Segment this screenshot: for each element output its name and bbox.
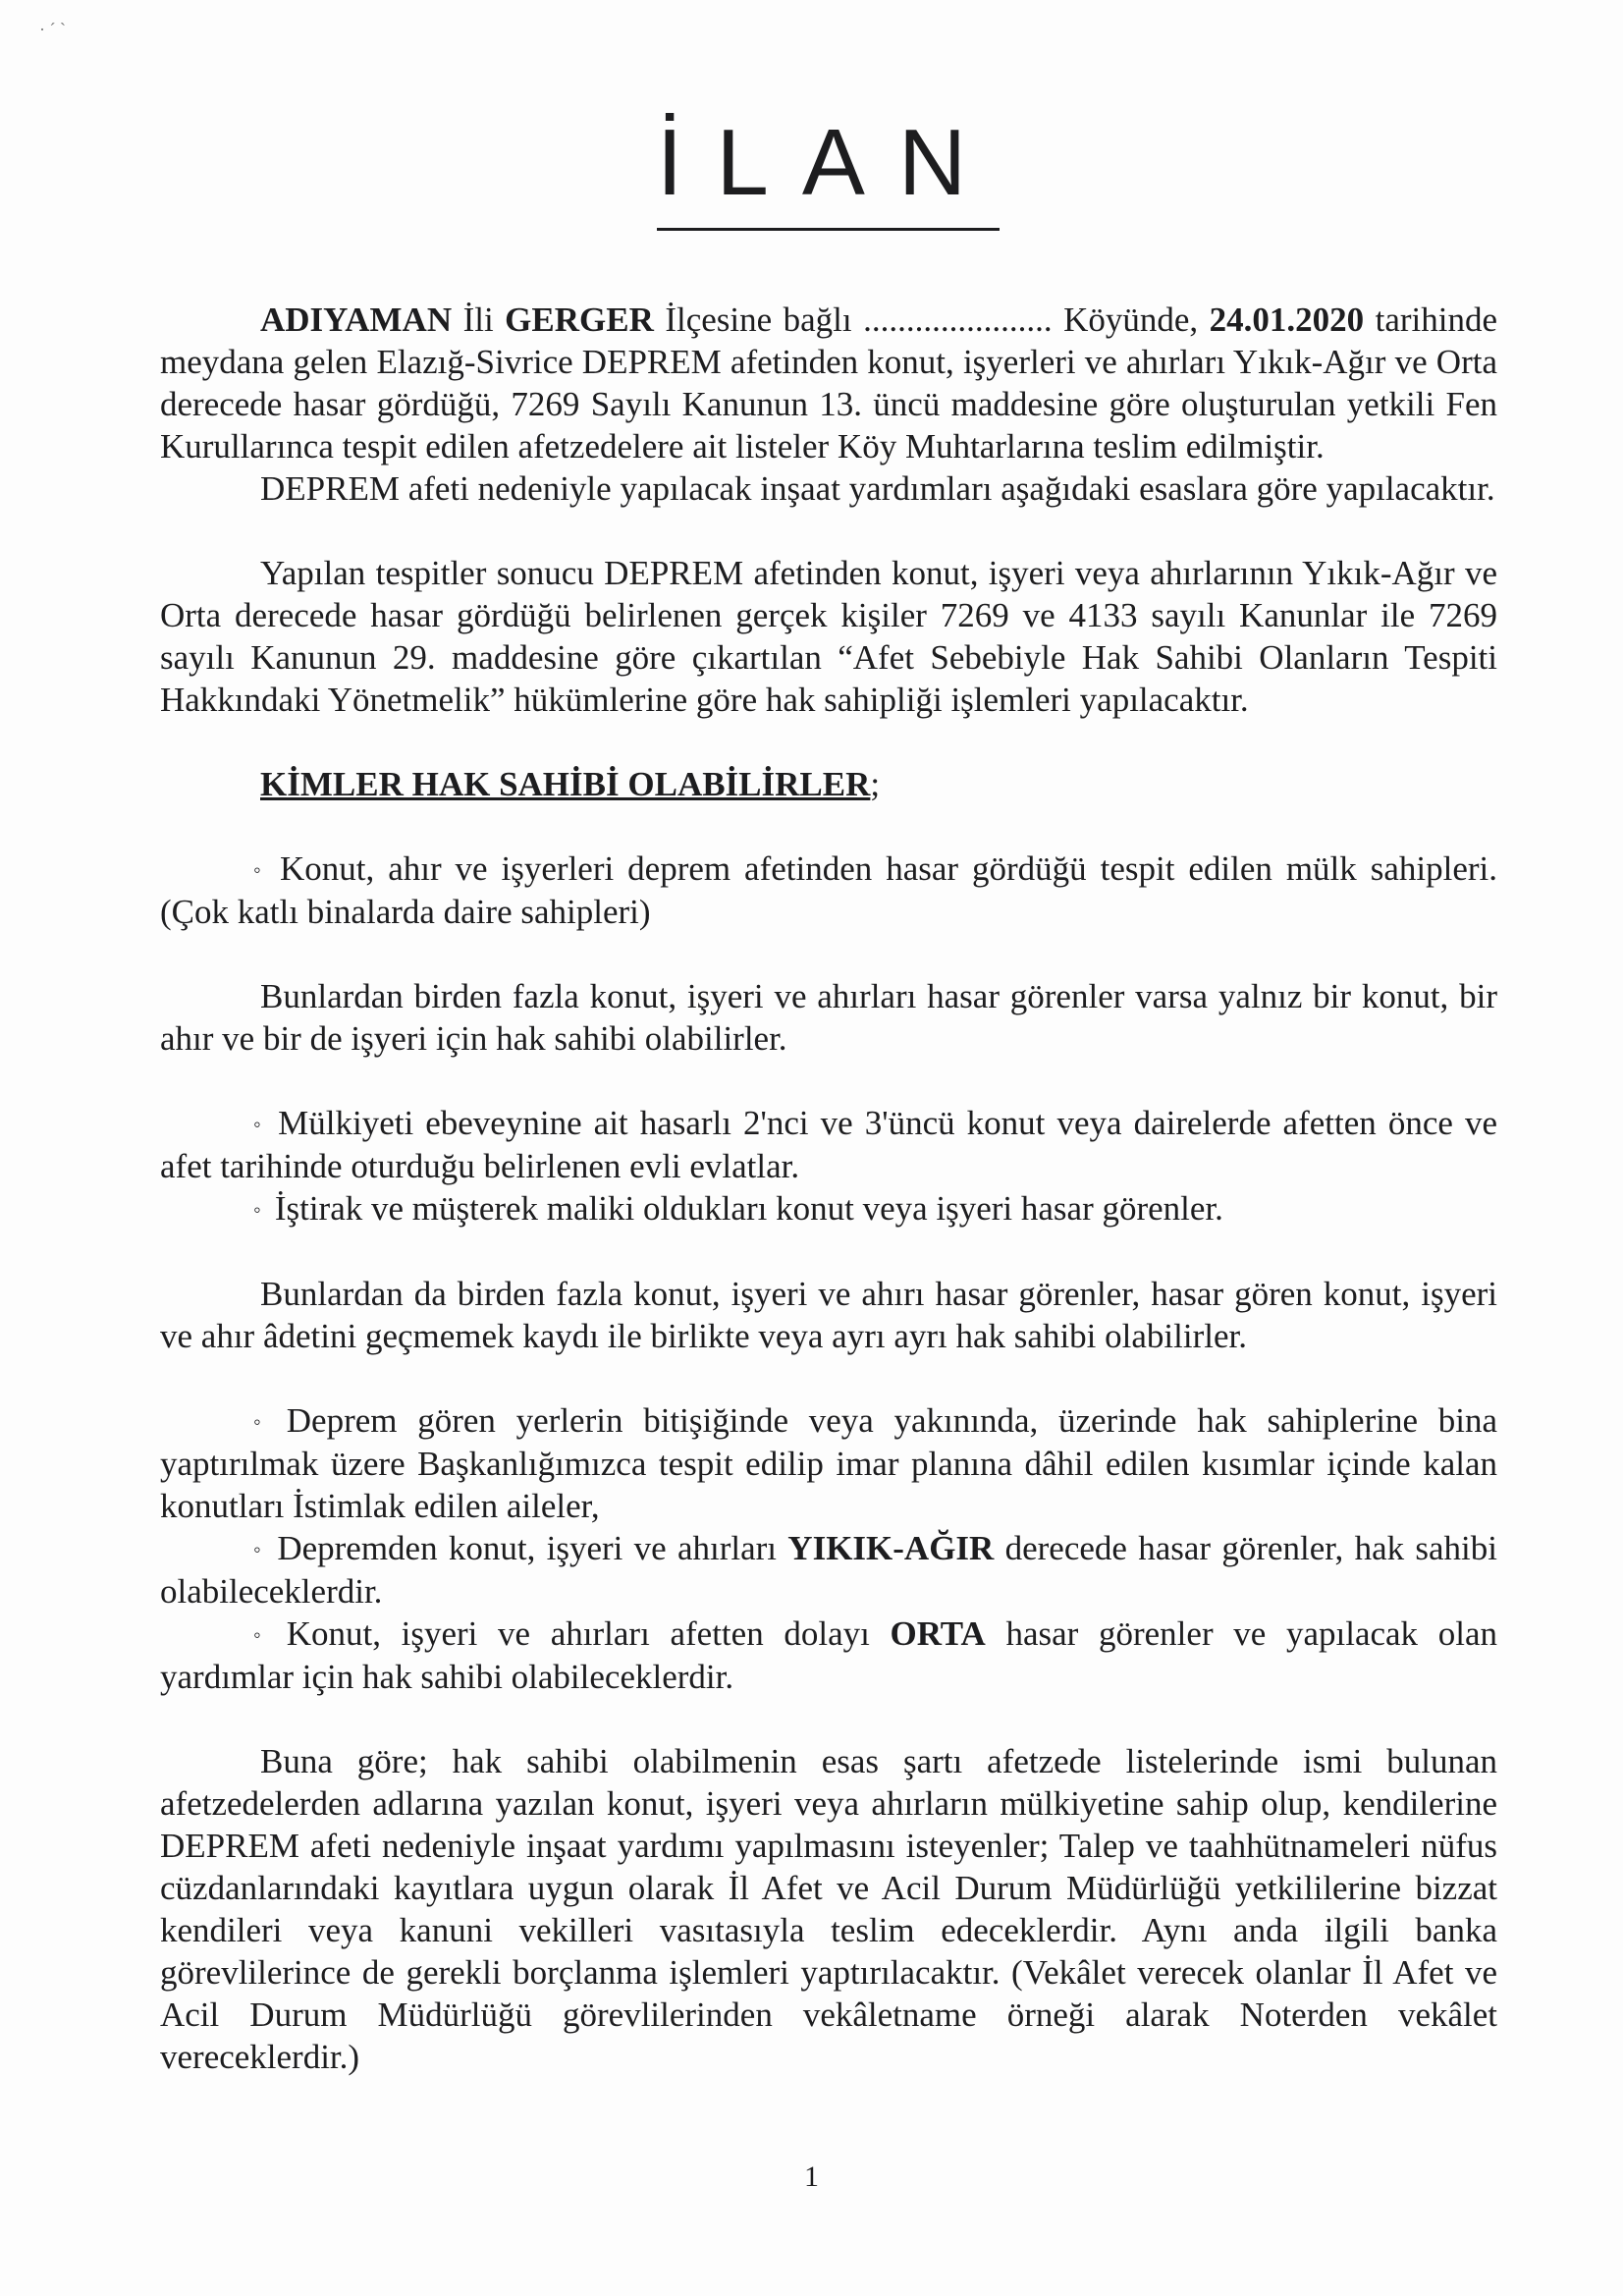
intro-paragraph: ADIYAMAN İli GERGER İlçesine bağlı ...................... Köyünde, 24.01.2020 tarihinde meydana gelen Elazığ-Sivrice DEPREM afetinden konut, işyerleri ve ahırları Yıkık-Ağır ve Orta derecede hasar gördüğü, 7269 Sayılı Kanunun 13. üncü maddesine göre oluşturulan yetkili Fen Kurullarınca tespit edilen afetzedelere ait listeler Köy Muhtarlarına teslim edilmiştir.	[160, 301, 1497, 465]
bullet-item: ◦ Depremden konut, işyeri ve ahırları YIKIK-AĞIR derecede hasar görenler, hak sahibi olabileceklerdir.	[160, 1529, 1497, 1611]
bullet-item: ◦ Deprem gören yerlerin bitişiğinde veya yakınında, üzerinde hak sahiplerine bina yaptırılmak üzere Başkanlığımızca tespit edilip imar planına dâhil edilen kısımlar içinde kalan konutları İstimlak edilen aileler,	[160, 1401, 1497, 1525]
application-paragraph: Buna göre; hak sahibi olabilmenin esas şartı afetzede listelerinde ismi bulunan afetzedelerden adlarına yazılan konut, işyeri veya ahırların mülkiyetine sahip olup, kendilerine DEPREM afeti nedeniyle inşaat yardımı yapılmasını isteyenler; Talep ve taahhütnameleri nüfus cüzdanlarındaki kayıtlara uygun olarak İl Afet ve Acil Durum Müdürlüğü yetkililerine bizzat kendileri veya kanuni vekilleri vasıtasıyla teslim edeceklerdir. Aynı anda ilgili banka görevlilerince de gerekli borçlanma işlemleri yaptırılacaktır. (Vekâlet verecek olanlar İl Afet ve Acil Durum Müdürlüğü görevlilerinden vekâletname örneği alarak Noterden vekâlet vereceklerdir.)	[160, 1742, 1497, 2076]
bullet-icon: ◦	[253, 1409, 273, 1434]
bullet-icon: ◦	[253, 1537, 264, 1561]
scan-specks: · ˊ ˋ	[39, 20, 66, 39]
bullet-item: ◦ Konut, ahır ve işyerleri deprem afetinden hasar gördüğü tespit edilen mülk sahipleri. (Çok katlı binalarda daire sahipleri)	[160, 849, 1497, 931]
bullet-item: ◦ İştirak ve müşterek maliki oldukları konut veya işyeri hasar görenler.	[253, 1189, 1223, 1228]
bullet-item: ◦ Mülkiyeti ebeveynine ait hasarlı 2'nci ve 3'üncü konut veya dairelerde afetten önce ve afet tarihinde oturduğu belirlenen evli evlatlar.	[160, 1104, 1497, 1185]
page-number: 1	[804, 2160, 819, 2193]
bullet-icon: ◦	[253, 1622, 273, 1647]
bullet-icon: ◦	[253, 1197, 261, 1222]
bullet-item: ◦ Konut, işyeri ve ahırları afetten dolayı ORTA hasar görenler ve yapılacak olan yardımlar için hak sahibi olabileceklerdir.	[160, 1614, 1497, 1696]
paragraph-multiple-properties: Bunlardan birden fazla konut, işyeri ve ahırları hasar görenler varsa yalnız bir konut, bir ahır ve bir de işyeri için hak sahibi olabilirler.	[160, 977, 1497, 1058]
bullet-icon: ◦	[253, 857, 266, 882]
document-body	[160, 299, 1497, 2078]
entitlement-paragraph: Yapılan tespitler sonucu DEPREM afetinden konut, işyeri veya ahırlarının Yıkık-Ağır ve Orta derecede hasar gördüğü belirlenen gerçek kişiler 7269 ve 4133 sayılı Kanunlar ile 7269 sayılı Kanunun 29. maddesine göre çıkartılan “Afet Sebebiyle Hak Sahibi Olanların Tespiti Hakkındaki Yönetmelik” hükümlerine göre hak sahipliği işlemleri yapılacaktır.	[160, 554, 1497, 719]
section-heading: KİMLER HAK SAHİBİ OLABİLİRLER;	[260, 765, 881, 803]
bullet-icon: ◦	[253, 1112, 265, 1136]
document-title: İLAN	[0, 116, 1623, 231]
intro-paragraph-2: DEPREM afeti nedeniyle yapılacak inşaat yardımları aşağıdaki esaslara göre yapılacaktır.	[260, 469, 1495, 508]
paragraph-joint-ownership: Bunlardan da birden fazla konut, işyeri ve ahırı hasar görenler, hasar gören konut, işyeri ve ahır âdetini geçmemek kaydı ile birlikte veya ayrı ayrı hak sahibi olabilirler.	[160, 1275, 1497, 1355]
